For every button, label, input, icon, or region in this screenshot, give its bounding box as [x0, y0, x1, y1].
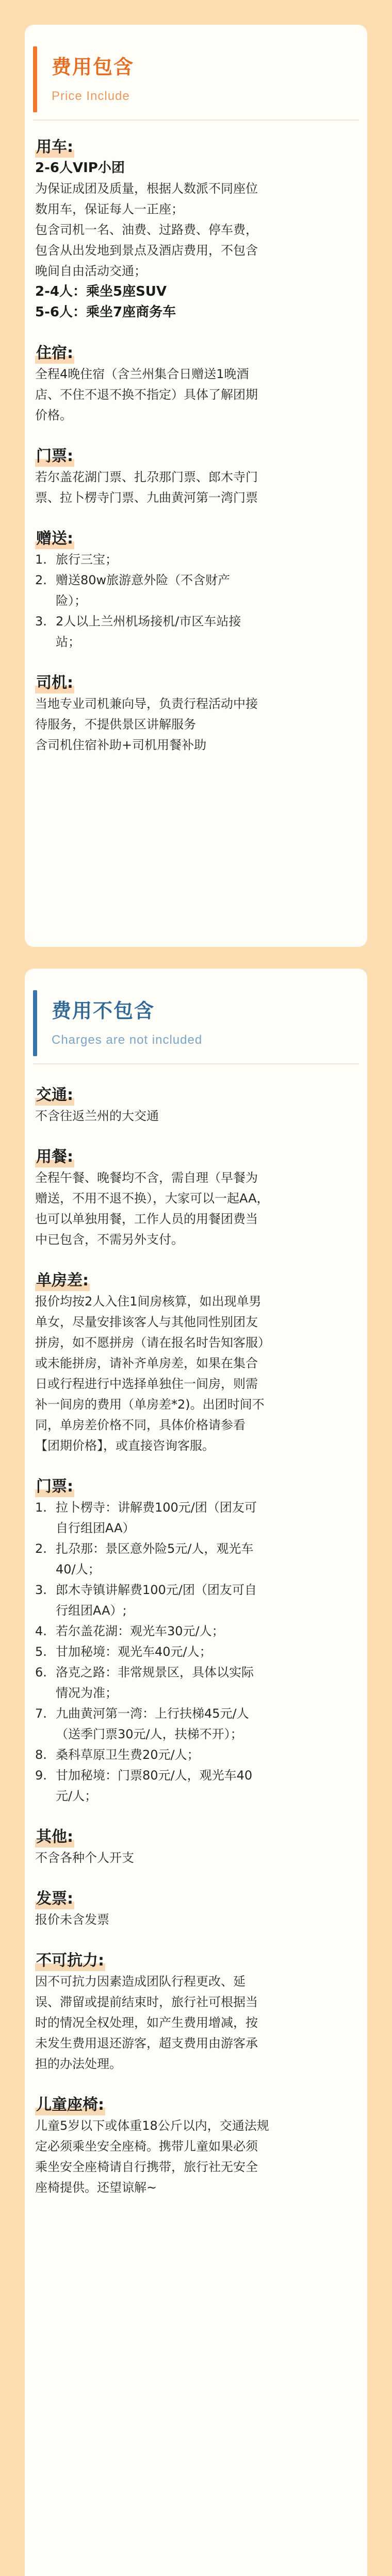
- list-item: 1. 拉卜楞寺：讲解费100元/团（团友可 自行组团AA）: [35, 1500, 257, 1535]
- included-subtitle: Price Include: [52, 89, 130, 103]
- accent-bar: [33, 46, 37, 112]
- section-heading: 用车:: [35, 137, 74, 158]
- text-line: 日或行程进行中选择单独住一间房，则需: [35, 1377, 258, 1391]
- text-line: 含司机住宿补助+司机用餐补助: [35, 738, 207, 752]
- section-heading: 用餐:: [35, 1147, 74, 1167]
- section-heading: 单房差:: [35, 1270, 90, 1291]
- text-line: 票、拉卜楞寺门票、九曲黄河第一湾门票: [35, 490, 258, 505]
- section-gifts: [25, 529, 367, 652]
- list-item: 8. 桑科草原卫生费20元/人；: [35, 1748, 200, 1762]
- section-hotel: [25, 343, 367, 426]
- section-meals: [25, 1147, 367, 1250]
- text-line: 也可以单独用餐，工作人员的用餐团费当: [35, 1212, 258, 1226]
- text-line: 或未能拼房，请补齐单房差，如果在集合: [35, 1356, 258, 1370]
- text-line: 担的办法处理。: [35, 2057, 122, 2071]
- list-item: 2. 赠送80w旅游意外险（不含财产 险）；: [35, 573, 231, 608]
- gift-list: [35, 549, 357, 652]
- list-item: 1. 旅行三宝；: [35, 552, 118, 567]
- text-line: 座椅提供。还望谅解~: [35, 2180, 157, 2195]
- car-group-type: 2-6人VIP小团: [35, 160, 125, 176]
- text-line: 全程午餐、晚餐均不含，需自理（早餐为: [35, 1171, 258, 1185]
- list-item: 4. 若尔盖花湖：观光车30元/人；: [35, 1624, 224, 1638]
- section-heading: 赠送:: [35, 529, 74, 549]
- section-heading: 交通:: [35, 1085, 74, 1106]
- text-line: 中已包含，不需另外支付。: [35, 1232, 184, 1247]
- section-heading: 不可抗力:: [35, 1951, 105, 1971]
- text-line: 误、滞留或提前结束时，旅行社可根据当: [35, 1995, 258, 2009]
- text-line: 待服务，不提供景区讲解服务: [35, 717, 196, 732]
- car-option-5-6: 5-6人：乘坐7座商务车: [35, 304, 176, 320]
- text-line: 时的情况全权处理，如产生费用增减，按: [35, 2015, 258, 2030]
- text-line: 【团期价格】，或直接咨询客服。: [35, 1438, 215, 1453]
- list-item: 5. 甘加秘境：观光车40元/人；: [35, 1645, 212, 1659]
- list-item: 2. 扎尕那：景区意外险5元/人，观光车 40/人；: [35, 1541, 254, 1577]
- section-car: [25, 137, 367, 323]
- included-card: [25, 25, 367, 947]
- list-item: 3. 郎木寺镇讲解费100元/团（团友可自 行组团AA）;: [35, 1583, 257, 1618]
- section-tickets: [25, 1477, 367, 1806]
- text-line: 单女，尽量安排该客人与其他同性别团友: [35, 1315, 258, 1329]
- text-line: 不含各种个人开支: [35, 1851, 134, 1865]
- excluded-card: [25, 969, 367, 2576]
- car-option-2-4: 2-4人：乘坐5座SUV: [35, 284, 167, 299]
- excluded-title: 费用不包含: [52, 999, 155, 1022]
- section-single-room: [25, 1270, 367, 1456]
- list-item: 7. 九曲黄河第一湾：上行扶梯45元/人 （送季门票30元/人，扶梯不开）；: [35, 1706, 249, 1741]
- car-desc-line: 包含司机一名、油费、过路费、停车费，: [35, 223, 258, 237]
- section-heading: 其他:: [35, 1827, 74, 1848]
- included-header: [33, 25, 359, 121]
- section-heading: 门票:: [35, 446, 74, 467]
- accent-bar: [33, 990, 37, 1056]
- included-title: 费用包含: [52, 56, 135, 78]
- text-line: 儿童5岁以下或体重18公斤以内，交通法规: [35, 2119, 269, 2133]
- car-desc-line: 晚间自由活动交通；: [35, 264, 146, 278]
- section-heading: 发票:: [35, 1889, 74, 1909]
- text-line: 定必须乘坐安全座椅。携带儿童如果必须: [35, 2139, 258, 2154]
- section-heading: 司机:: [35, 673, 74, 693]
- section-heading: 儿童座椅:: [35, 2095, 105, 2115]
- text-line: 乘坐安全座椅请自行携带，旅行社无安全: [35, 2160, 258, 2174]
- text-line: 不含往返兰州的大交通: [35, 1109, 159, 1123]
- section-heading: 门票:: [35, 1477, 74, 1497]
- header-divider: [33, 1063, 359, 1064]
- excluded-header: [33, 969, 359, 1064]
- section-force-majeure: [25, 1951, 367, 2074]
- text-line: 赠送，不用不退不换），大家可以一起AA，: [35, 1191, 269, 1206]
- text-line: 未发生费用退还游客，超支费用由游客承: [35, 2036, 258, 2050]
- section-child-seat: [25, 2095, 367, 2198]
- section-other: [25, 1827, 367, 1868]
- section-driver: [25, 673, 367, 755]
- car-desc-line: 数用车，保证每人一正座；: [35, 202, 184, 216]
- list-item: 6. 洛克之路：非常规景区，具体以实际 情况为准；: [35, 1665, 254, 1700]
- text-line: 同，单房差价格不同，具体价格请参看: [35, 1418, 246, 1432]
- text-line: 报价未含发票: [35, 1912, 109, 1927]
- section-tickets: [25, 446, 367, 508]
- car-desc-line: 为保证成团及质量，根据人数派不同座位: [35, 181, 258, 196]
- ticket-list: [35, 1497, 357, 1806]
- list-item: 9. 甘加秘境：门票80元/人，观光车40 元/人；: [35, 1768, 253, 1803]
- text-line: 补一间房的费用（单房差*2)。出团时间不: [35, 1397, 265, 1412]
- list-item: 3. 2人以上兰州机场接机/市区车站接 站；: [35, 614, 241, 649]
- text-line: 店、不住不退不换不指定）具体了解团期: [35, 387, 258, 402]
- car-desc-line: 包含从出发地到景点及酒店费用，不包含: [35, 243, 258, 258]
- section-invoice: [25, 1889, 367, 1930]
- section-heading: 住宿:: [35, 343, 74, 364]
- text-line: 价格。: [35, 408, 72, 422]
- header-divider: [33, 120, 359, 121]
- section-traffic: [25, 1085, 367, 1126]
- text-line: 全程4晚住宿（含兰州集合日赠送1晚酒: [35, 367, 249, 381]
- text-line: 若尔盖花湖门票、扎尕那门票、郎木寺门: [35, 470, 258, 484]
- text-line: 报价均按2人入住1间房核算，如出现单男: [35, 1294, 262, 1309]
- text-line: 拼房，如不愿拼房（请在报名时告知客服）: [35, 1335, 270, 1350]
- text-line: 当地专业司机兼向导，负责行程活动中接: [35, 697, 258, 711]
- text-line: 因不可抗力因素造成团队行程更改、延: [35, 1974, 246, 1989]
- excluded-subtitle: Charges are not included: [52, 1033, 203, 1047]
